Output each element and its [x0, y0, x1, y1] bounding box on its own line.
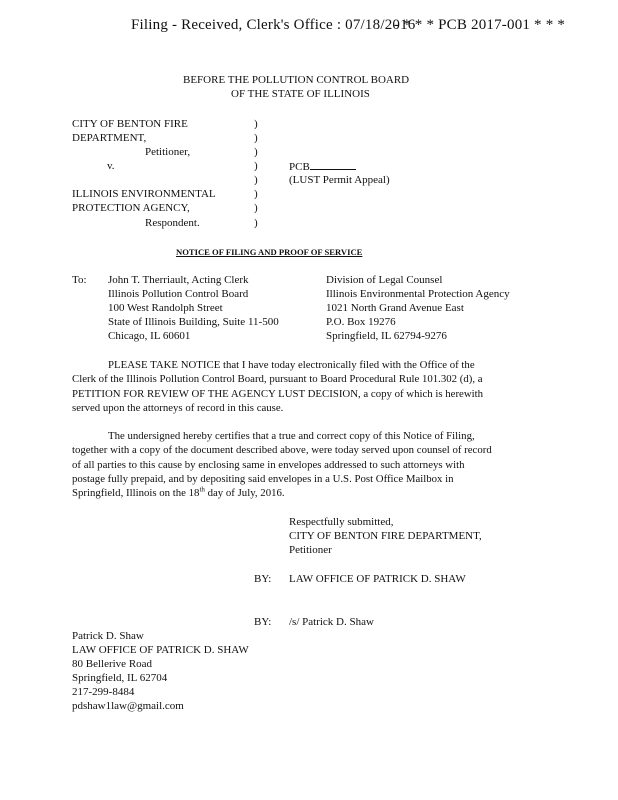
by-label: BY:	[254, 616, 272, 628]
date-ordinal: th	[199, 485, 205, 494]
petitioner-line2: DEPARTMENT,	[72, 132, 147, 144]
recipient-right-line: 1021 North Grand Avenue East	[326, 302, 464, 314]
recipient-left-line: Chicago, IL 60601	[108, 330, 191, 342]
date-before: Springfield, Illinois on the 18	[72, 487, 200, 500]
paragraph-line: The undersigned hereby certifies that a true and correct copy of this Notice of Filing,	[108, 430, 475, 442]
caption-bracket: )	[254, 132, 258, 144]
caption-bracket: )	[254, 146, 258, 158]
certification-paragraph	[72, 429, 534, 500]
respondent-role: Respondent.	[145, 217, 200, 229]
contact-block	[72, 629, 249, 713]
petitioner-role: Petitioner,	[145, 146, 191, 158]
lust-label: (LUST Permit Appeal)	[289, 174, 390, 186]
filing-stamp: Filing - Received, Clerk's Office : 07/18/2016	[131, 17, 416, 33]
paragraph-line: PLEASE TAKE NOTICE that I have today electronically filed with the Office of the	[108, 359, 475, 371]
notice-title: NOTICE OF FILING AND PROOF OF SERVICE	[176, 247, 363, 257]
contact-name: Patrick D. Shaw	[72, 630, 144, 642]
paragraph-line-date	[72, 486, 534, 500]
signing-party: CITY OF BENTON FIRE DEPARTMENT,	[289, 530, 482, 542]
contact-firm: LAW OFFICE OF PATRICK D. SHAW	[72, 644, 249, 656]
pcb-number	[289, 159, 356, 174]
versus: v.	[107, 160, 115, 172]
paragraph-line: PETITION FOR REVIEW OF THE AGENCY LUST DECISION, a copy of which is herewith	[72, 387, 484, 400]
respondent-line1: ILLINOIS ENVIRONMENTAL	[72, 188, 216, 200]
respondent-line2: PROTECTION AGENCY,	[72, 202, 190, 214]
to-label: To:	[72, 274, 87, 286]
recipient-right-line: Illinois Environmental Protection Agency	[326, 288, 510, 300]
notice-paragraph	[72, 358, 534, 415]
recipient-left	[108, 273, 279, 343]
recipient-left-line: 100 West Randolph Street	[108, 302, 223, 314]
contact-street: 80 Bellerive Road	[72, 658, 153, 670]
recipient-right-line: P.O. Box 19276	[326, 316, 396, 328]
pcb-blank-line	[310, 159, 356, 170]
paragraph-line: of all parties to this cause by enclosing same in envelopes addressed to such attorneys with	[72, 458, 465, 471]
petitioner-line1: CITY OF BENTON FIRE	[72, 118, 188, 130]
law-office: LAW OFFICE OF PATRICK D. SHAW	[289, 573, 466, 585]
caption-bracket: )	[254, 174, 258, 186]
recipient-left-line: John T. Therriault, Acting Clerk	[108, 274, 249, 286]
paragraph-line: together with a copy of the document described above, were today served upon counsel of record	[72, 444, 492, 457]
caption-bracket: )	[254, 217, 258, 229]
pcb-label: PCB	[289, 161, 310, 173]
paragraph-line: served upon the attorneys of record in this cause.	[72, 401, 284, 414]
contact-email: pdshaw1law@gmail.com	[72, 700, 184, 712]
paragraph-line: Clerk of the Illinois Pollution Control Board, pursuant to Board Procedural Rule 101.302 (d), a	[72, 373, 483, 386]
court-heading-line2: OF THE STATE OF ILLINOIS	[231, 88, 370, 100]
recipient-right-line: Springfield, IL 62794-9276	[326, 330, 447, 342]
recipient-left-line: Illinois Pollution Control Board	[108, 288, 249, 300]
by-label: BY:	[254, 573, 272, 585]
caption-bracket: )	[254, 188, 258, 200]
recipient-right	[326, 273, 510, 343]
contact-phone: 217-299-8484	[72, 686, 135, 698]
signing-role: Petitioner	[289, 544, 332, 556]
date-after: day of July, 2016.	[204, 487, 285, 500]
recipient-right-line: Division of Legal Counsel	[326, 274, 443, 286]
court-heading-line1: BEFORE THE POLLUTION CONTROL BOARD	[183, 74, 410, 86]
caption-bracket: )	[254, 118, 258, 130]
caption-bracket: )	[254, 202, 258, 214]
contact-city: Springfield, IL 62704	[72, 672, 168, 684]
recipient-left-line: State of Illinois Building, Suite 11-500	[108, 316, 279, 328]
caption-bracket: )	[254, 160, 258, 172]
respectfully-submitted: Respectfully submitted,	[289, 516, 394, 528]
electronic-signature: /s/ Patrick D. Shaw	[289, 616, 374, 628]
paragraph-line: postage fully prepaid, and by depositing said envelopes in a U.S. Post Office Mailbox in	[72, 472, 454, 485]
case-number: - * * * PCB 2017-001 * * *	[394, 17, 566, 33]
